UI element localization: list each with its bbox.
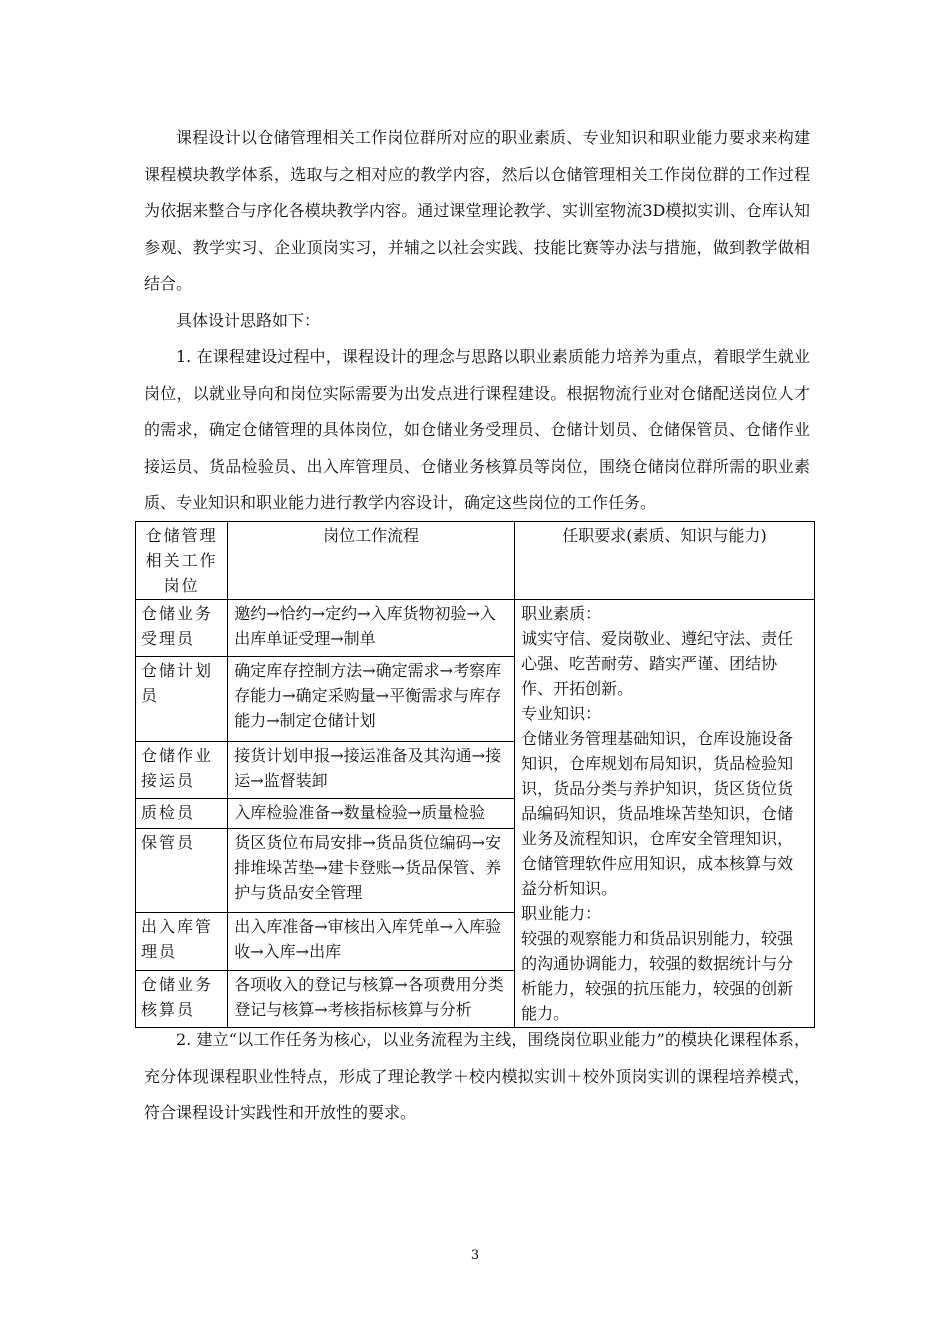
page-number: 3 bbox=[470, 1248, 480, 1263]
flow-cell: 确定库存控制方法→确定需求→考察库存能力→确定采购量→平衡需求与库存能力→制定仓储计划 bbox=[228, 657, 515, 741]
intro-paragraph: 课程设计以仓储管理相关工作岗位群所对应的职业素质、专业知识和职业能力要求来构建课程模块教学体系，选取与之相对应的教学内容，然后以仓储管理相关工作岗位群的工作过程为依据来整合与序化各模块教学内容。通过课堂理论教学、实训室物流3D模拟实训、仓库认知参观、教学实习、企业顶岗实习，并辅之以社会实践、技能比赛等办法与措施，做到教学做相结合。 bbox=[144, 128, 810, 293]
quality-text: 诚实守信、爱岗敬业、遵纪守法、责任心强、吃苦耐劳、踏实严谨、团结协作、开拓创新。 bbox=[521, 629, 794, 698]
ability-text: 较强的观察能力和货品识别能力，较强的沟通协调能力，较强的数据统计与分析能力，较强的抗压能力，较强的创新能力。 bbox=[521, 929, 794, 1023]
flow-cell: 出入库准备→审核出入库凭单→入库验收→入库→出库 bbox=[228, 913, 515, 970]
job-requirements-table bbox=[135, 521, 815, 1028]
flow-cell: 邀约→恰约→定约→入库货物初验→入出库单证受理→制单 bbox=[228, 600, 515, 657]
header-flow: 岗位工作流程 bbox=[228, 522, 515, 600]
flow-cell: 接货计划申报→接运准备及其沟通→接运→监督装卸 bbox=[228, 741, 515, 798]
knowledge-title: 专业知识： bbox=[521, 704, 602, 723]
table-header-row bbox=[136, 522, 815, 600]
table-row bbox=[136, 600, 815, 657]
point-2-paragraph: 2. 建立“以工作任务为核心，以业务流程为主线，围绕岗位职业能力”的模块化课程体系，充分体现课程职业性特点，形成了理论教学＋校内模拟实训＋校外顶岗实训的课程培养模式，符合课程设计实践性和开放性的要求。 bbox=[144, 1030, 810, 1122]
quality-title: 职业素质： bbox=[521, 604, 602, 623]
knowledge-text: 仓储业务管理基础知识，仓库设施设备知识，仓库规划布局知识，货品检验知识，货品分类与养护知识，货区货位货品编码知识，货品堆垛苫垫知识，仓储业务及流程知识，仓库安全管理知识，仓储管理软件应用知识，成本核算与效益分析知识。 bbox=[521, 729, 794, 898]
role-cell: 保管员 bbox=[136, 829, 228, 913]
requirements-cell bbox=[515, 600, 815, 1028]
role-cell: 仓储计划员 bbox=[136, 657, 228, 741]
lead-paragraph: 具体设计思路如下： bbox=[176, 311, 321, 330]
flow-cell: 各项收入的登记与核算→各项费用分类登记与核算→考核指标核算与分析 bbox=[228, 970, 515, 1027]
header-role: 仓储管理相关工作岗位 bbox=[136, 522, 228, 600]
role-cell: 出入库管理员 bbox=[136, 913, 228, 970]
role-cell: 仓储业务受理员 bbox=[136, 600, 228, 657]
ability-title: 职业能力： bbox=[521, 904, 602, 923]
point-1-paragraph: 1. 在课程建设过程中，课程设计的理念与思路以职业素质能力培养为重点，着眼学生就业岗位，以就业导向和岗位实际需要为出发点进行课程建设。根据物流行业对仓储配送岗位人才的需求，确定仓储管理的具体岗位，如仓储业务受理员、仓储计划员、仓储保管员、仓储作业接运员、货品检验员、出入库管理员、仓储业务核算员等岗位，围绕仓储岗位群所需的职业素质、专业知识和职业能力进行教学内容设计，确定这些岗位的工作任务。 bbox=[144, 347, 810, 512]
role-cell: 质检员 bbox=[136, 798, 228, 828]
role-cell: 仓储作业接运员 bbox=[136, 741, 228, 798]
role-cell: 仓储业务核算员 bbox=[136, 970, 228, 1027]
flow-cell: 入库检验准备→数量检验→质量检验 bbox=[228, 798, 515, 828]
flow-cell: 货区货位布局安排→货品货位编码→安排堆垛苫垫→建卡登账→货品保管、养护与货品安全管理 bbox=[228, 829, 515, 913]
header-requirements: 任职要求(素质、知识与能力) bbox=[515, 522, 815, 600]
